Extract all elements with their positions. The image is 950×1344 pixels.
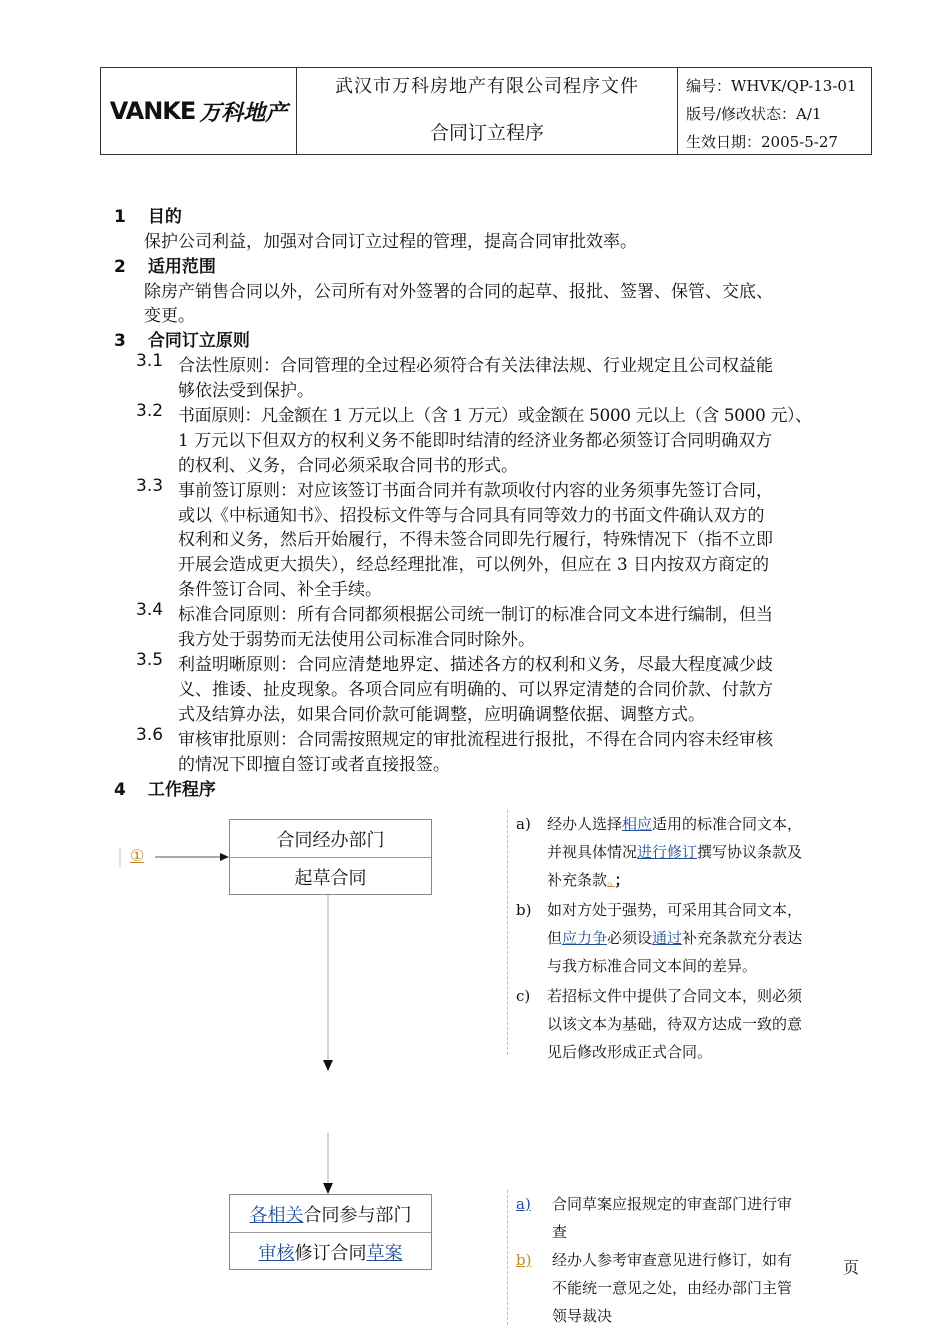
section-number: 3 <box>114 331 126 351</box>
note-b-line-2 <box>516 924 802 952</box>
flow-box-draft <box>229 819 432 895</box>
clause-3-4-line: 我方处于弱势而无法使用公司标准合同时除外。 <box>178 630 535 650</box>
clause-3-6-number: 3.6 <box>136 725 164 745</box>
clause-3-3-line: 条件签订合同、补全手续。 <box>178 580 382 600</box>
note-b <box>516 1246 792 1274</box>
document-title: 合同订立程序 <box>429 122 544 144</box>
page-label: 页 <box>843 1258 860 1277</box>
section-title: 合同订立原则 <box>147 331 250 351</box>
clause-3-2-number: 3.2 <box>136 401 164 421</box>
flow-box-review <box>229 1194 432 1270</box>
note-text: 补充条款 <box>547 871 608 889</box>
clause-3-5-line: 义、推诿、扯皮现象。各项合同应有明确的、可以界定清楚的合同价款、付款方 <box>178 680 773 700</box>
note-c <box>516 982 802 1010</box>
logo-en: VANKE <box>109 97 196 125</box>
flow-box-divider <box>230 1232 431 1233</box>
clause-3-2-line: 的权利、义务，合同必须采取合同书的形式。 <box>178 456 518 476</box>
link-through[interactable]: 通过 <box>652 929 683 947</box>
link-strive[interactable]: 应力争 <box>562 929 608 947</box>
flow-box-department <box>230 1201 431 1227</box>
clause-3-5-line: 式及结算办法，如果合同价款可能调整，应明确调整依据、调整方式。 <box>178 705 705 725</box>
flow-box-department: 合同经办部门 <box>276 830 385 851</box>
section-title: 目的 <box>147 207 182 227</box>
clause-3-2-line: 书面原则：凡金额在 1 万元以上（含 1 万元）或金额在 5000 元以上（含 5000 元）、 <box>178 406 812 426</box>
clause-3-6-line: 的情况下即擅自签订或者直接报签。 <box>178 755 450 775</box>
section-number: 4 <box>114 780 126 800</box>
link-corresponding[interactable]: 相应 <box>622 815 653 833</box>
note-text: 并视具体情况 <box>547 843 638 861</box>
notes-2 <box>516 1190 792 1330</box>
document-code: 编号：WHVK/QP-13-01 <box>686 77 857 95</box>
flow-box-department-rest: 合同参与部门 <box>303 1205 412 1226</box>
notes-2-bar <box>507 1190 509 1325</box>
section-number: 2 <box>114 257 126 277</box>
clause-3-3-line: 权利和义务，然后开始履行，不得未签合同即先行履行，特殊情况下（指不立即 <box>178 530 773 550</box>
note-c-line-2: 以该文本为基础，待双方达成一致的意 <box>547 1015 803 1033</box>
note-a-line-2: 查 <box>552 1223 568 1241</box>
clause-3-3-number: 3.3 <box>136 476 164 496</box>
clause-3-5-number: 3.5 <box>136 650 164 670</box>
note-b-line-2: 不能统一意见之处，由经办部门主管 <box>552 1279 793 1297</box>
note-text: 如对方处于强势，可采用其合同文本， <box>547 901 803 919</box>
note-a <box>516 1190 792 1218</box>
flow-box-divider <box>230 857 431 858</box>
flow-box-action-mid: 修订合同 <box>294 1243 367 1264</box>
section-title: 工作程序 <box>147 780 216 800</box>
flow-box-action: 起草合同 <box>294 868 367 889</box>
note-b-line-3: 领导裁决 <box>552 1307 613 1325</box>
clause-3-3-line: 事前签订原则：对应该签订书面合同并有款项收付内容的业务须事先签订合同， <box>178 481 773 501</box>
clause-3-3-line: 开展会造成更大损失），经总经理批准，可以例外，但应在 3 日内按双方商定的 <box>178 555 770 575</box>
clause-3-1-line: 够依法受到保护。 <box>178 381 314 401</box>
note-text: 补充条款充分表达 <box>682 929 803 947</box>
note-text: ； <box>614 871 630 889</box>
note-label-link[interactable]: b) <box>516 1251 532 1269</box>
notes-1-bar <box>507 810 509 1055</box>
note-b <box>516 896 802 924</box>
note-text: 但 <box>547 929 563 947</box>
note-label-link[interactable]: a) <box>516 1195 531 1213</box>
clause-3-1-line: 合法性原则：合同管理的全过程必须符合有关法律法规、行业规定且公司权益能 <box>178 356 773 376</box>
link-modify[interactable]: 进行修订 <box>637 843 698 861</box>
document-version: 版号/修改状态：A/1 <box>686 105 822 123</box>
clause-3-3-line: 或以《中标通知书》、招投标文件等与合同具有同等效力的书面文件确认双方的 <box>178 506 765 526</box>
notes-1 <box>516 810 802 1066</box>
note-c-line-3: 见后修改形成正式合同。 <box>547 1043 713 1061</box>
input-arrow-head <box>220 853 229 861</box>
clause-3-1-number: 3.1 <box>136 351 164 371</box>
link-review[interactable]: 审核 <box>258 1243 295 1264</box>
note-a-line-3 <box>516 866 802 894</box>
link-draft[interactable]: 草案 <box>366 1243 403 1264</box>
note-text: 适用的标准合同文本， <box>652 815 803 833</box>
note-a-line-2 <box>516 838 802 866</box>
flow-marker: ① <box>130 846 145 865</box>
section-title: 适用范围 <box>147 257 216 277</box>
note-text: 必须设 <box>607 929 653 947</box>
note-text: 撰写协议条款及 <box>697 843 803 861</box>
clause-3-2-line: 1 万元以下但双方的权利义务不能即时结清的经济业务都必须签订合同明确双方 <box>178 431 773 451</box>
link-related[interactable]: 各相关 <box>249 1205 304 1226</box>
section-1-text: 保护公司利益，加强对合同订立过程的管理，提高合同审批效率。 <box>144 232 637 252</box>
note-label: b) <box>516 901 532 919</box>
section-2-text-line: 除房产销售合同以外，公司所有对外签署的合同的起草、报批、签署、保管、交底、 <box>144 282 773 302</box>
note-text: 若招标文件中提供了合同文本，则必须 <box>547 987 803 1005</box>
flow-box-action <box>230 1239 431 1265</box>
clause-3-6-line: 审核审批原则：合同需按照规定的审批流程进行报批，不得在合同内容未经审核 <box>178 730 773 750</box>
note-text: 经办人参考审查意见进行修订，如有 <box>552 1251 793 1269</box>
note-label: a) <box>516 815 531 833</box>
note-text: 合同草案应报规定的审查部门进行审 <box>552 1195 793 1213</box>
note-text: 经办人选择 <box>547 815 623 833</box>
logo-cn: 万科地产 <box>199 100 288 126</box>
clause-3-5-line: 利益明晰原则：合同应清楚地界定、描述各方的权利和义务，尽最大程度减少歧 <box>178 655 773 675</box>
down-arrow-head-2 <box>323 1183 333 1194</box>
down-arrow-head-1 <box>323 1060 333 1071</box>
note-b-line-3: 与我方标准合同文本间的差异。 <box>547 957 758 975</box>
company-name: 武汉市万科房地产有限公司程序文件 <box>335 76 639 97</box>
clause-3-4-line: 标准合同原则：所有合同都须根据公司统一制订的标准合同文本进行编制，但当 <box>178 605 773 625</box>
note-label: c) <box>516 987 531 1005</box>
section-2-text-line: 变更。 <box>144 306 195 326</box>
effective-date: 生效日期：2005-5-27 <box>686 133 838 151</box>
link-period[interactable]: 。 <box>607 871 615 889</box>
section-number: 1 <box>114 207 126 227</box>
clause-3-4-number: 3.4 <box>136 600 164 620</box>
note-a <box>516 810 802 838</box>
